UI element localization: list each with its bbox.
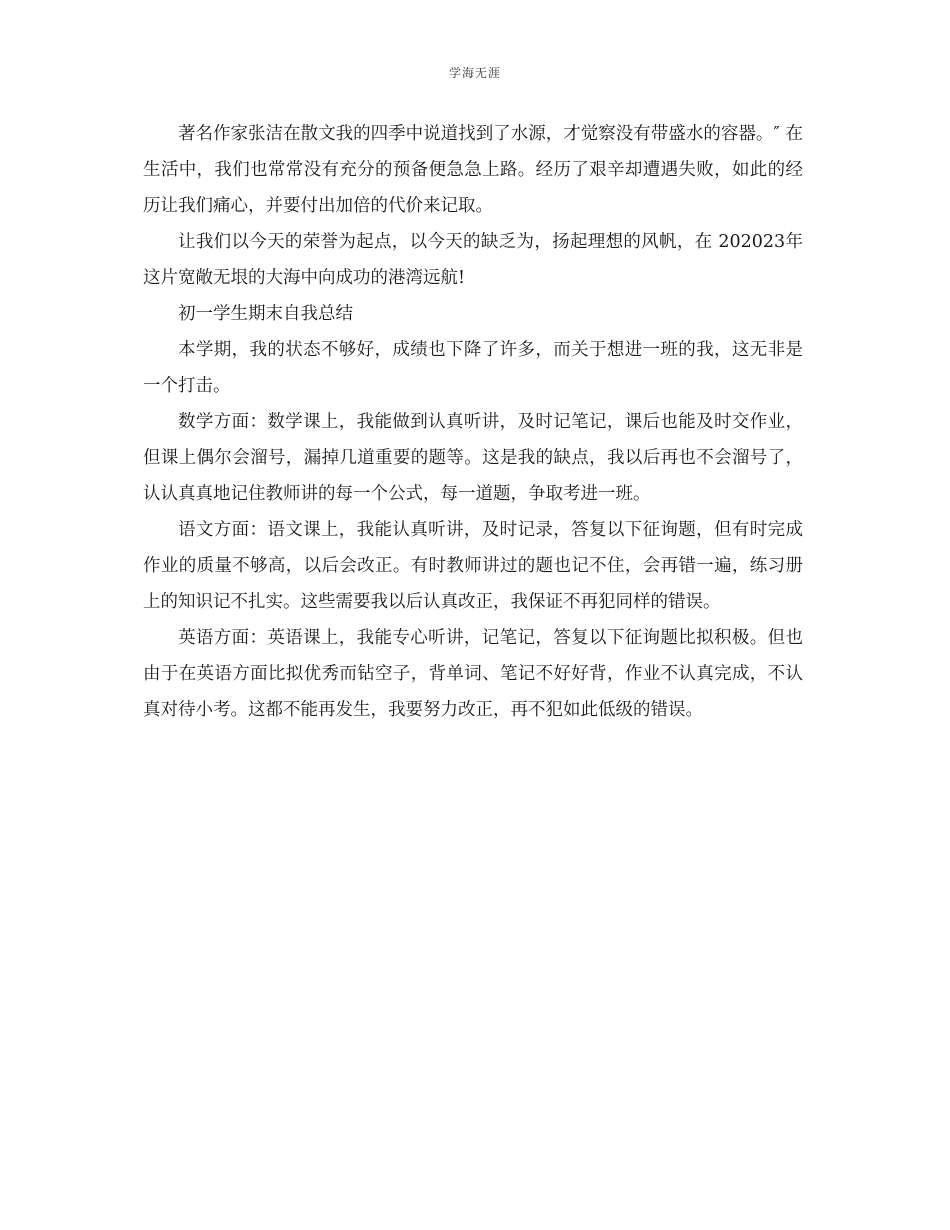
- document-body: [143, 116, 803, 728]
- paragraph-math: 数学方面：数学课上，我能做到认真听讲，及时记笔记，课后也能及时交作业，但课上偶尔会溜号，漏掉几道重要的题等。这是我的缺点，我以后再也不会溜号了，认认真真地记住教师讲的每一个公式，每一道题，争取考进一班。: [143, 412, 803, 504]
- paragraph-closing-wish: 让我们以今天的荣誉为起点，以今天的缺乏为，扬起理想的风帆，在 202023年这片宽敞无垠的大海中向成功的港湾远航!: [143, 232, 803, 288]
- paragraph-chinese: 语文方面：语文课上，我能认真听讲，及时记录，答复以下征询题，但有时完成作业的质量不够高，以后会改正。有时教师讲过的题也记不住，会再错一遍，练习册上的知识记不扎实。这些需要我以后认真改正，我保证不再犯同样的错误。: [143, 520, 803, 612]
- paragraph-intro-quote: 著名作家张洁在散文我的四季中说道找到了水源，才觉察没有带盛水的容器。″ 在生活中，我们也常常没有充分的预备便急急上路。经历了艰辛却遭遇失败，如此的经历让我们痛心，并要付出加倍的代价来记取。: [143, 124, 803, 216]
- paragraph-semester-state: 本学期，我的状态不够好，成绩也下降了许多，而关于想进一班的我，这无非是一个打击。: [143, 340, 803, 396]
- page-header: 学海无涯: [448, 66, 501, 80]
- section-title: 初一学生期末自我总结: [178, 304, 353, 324]
- paragraph-english: 英语方面：英语课上，我能专心听讲，记笔记，答复以下征询题比拟积极。但也由于在英语方面比拟优秀而钻空子，背单词、笔记不好好背，作业不认真完成，不认真对待小考。这都不能再发生，我要努力改正，再不犯如此低级的错误。: [143, 628, 803, 720]
